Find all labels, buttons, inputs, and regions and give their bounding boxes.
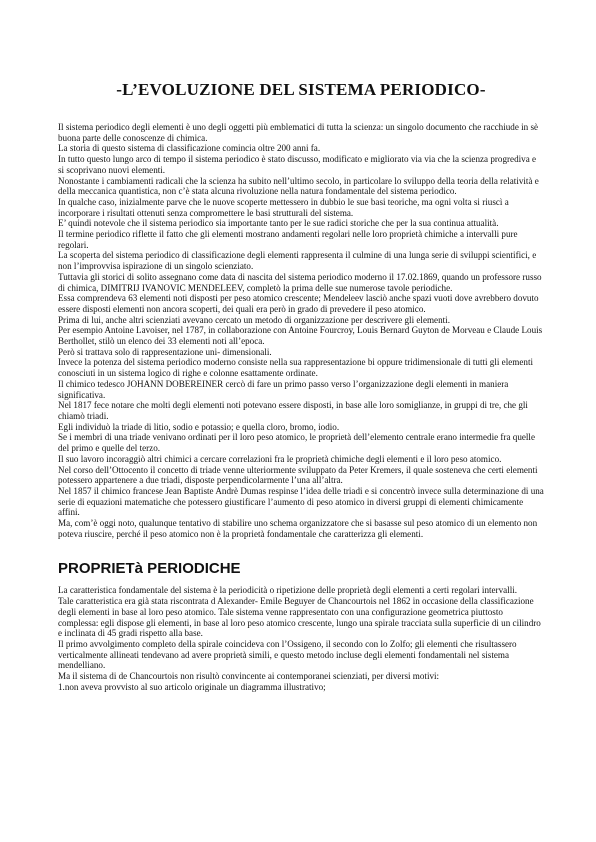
paragraph: Nel corso dell’Ottocento il concetto di triade venne ulteriormente sviluppato da Peter Kremers, il quale sosteneva che certi elementi potessero appartenere a due triadi, disposte perpendicolarmente l’una all’altra. — [58, 464, 538, 486]
document-title: -L’EVOLUZIONE DEL SISTEMA PERIODICO- — [116, 80, 486, 99]
paragraph: Ma il sistema di de Chancourtois non risultò convincente ai contemporanei scienziati, per diversi motivi: — [58, 671, 440, 682]
paragraph: Invece la potenza del sistema periodico moderno consiste nella sua rappresentazione bi oppure tridimensionale di tutti gli elementi conosciuti in un sistema logico di righe e colonne esattamente ordinate. — [58, 357, 533, 379]
paragraph: Per esempio Antoine Lavoiser, nel 1787, in collaborazione con Antoine Fourcroy, Louis Bernard Guyton de Morveau e Claude Louis Berthollet, stilò un elenco dei 33 elementi noti all’epoca. — [58, 325, 543, 347]
section-heading: PROPRIETà PERIODICHE — [58, 560, 241, 578]
paragraph: Se i membri di una triade venivano ordinati per il loro peso atomico, le proprietà dell’elemento centrale erano intermedie fra quelle del primo e quelle del terzo. — [58, 432, 535, 454]
paragraph: Il primo avvolgimento completo della spirale coincideva con l’Ossigeno, il secondo con lo Zolfo; gli elementi che risultassero verticalmente allineati tendevano ad avere proprietà simili, e questo metodo incluse degli elementi fondamentali nel sistema mendelliano. — [58, 638, 517, 671]
paragraph: Prima di lui, anche altri scienziati avevano cercato un metodo di organizzazione per descrivere gli elementi. — [58, 314, 450, 325]
paragraph: Il sistema periodico degli elementi è uno degli oggetti più emblematici di tutta la scienza: un singolo documento che racchiude in sè buona parte delle conoscenze di chimica. — [58, 122, 539, 143]
paragraph: E’ quindi notevole che il sistema periodico sia importante tanto per le sue radici storiche che per la sua continua attualità. — [58, 218, 499, 229]
paragraph: Egli individuò la triade di litio, sodio e potassio; e quella cloro, bromo, iodio. — [58, 421, 340, 432]
intro-text — [58, 122, 544, 539]
paragraph: Nonostante i cambiamenti radicali che la scienza ha subito nell’ultimo secolo, in particolare lo sviluppo della teoria della relatività e della meccanica quantistica, non c’è stata alcuna rivoluzione nella natura fondamentale del sistema periodico. — [58, 175, 539, 197]
section-text — [58, 585, 544, 692]
list-item: 1.non aveva provvisto al suo articolo originale un diagramma illustrativo; — [58, 681, 326, 692]
paragraph: Il chimico tedesco JOHANN DOBEREINER cercò di fare un primo passo verso l’organizzazione degli elementi in maniera significativa. — [58, 378, 509, 400]
paragraph: La caratteristica fondamentale del sistema è la periodicità o ripetizione delle proprietà degli elementi a certi regolari intervalli. — [58, 585, 518, 596]
paragraph: Tuttavia gli storici di solito assegnano come data di nascita del sistema periodico moderno il 17.02.1869, quando un professore russo di chimica, DIMITRIJ IVANOVIC MENDELEEV, completò la prima delle sue numerose tavole periodiche. — [58, 271, 542, 293]
paragraph: Tale caratteristica era già stata riscontrata d Alexander- Emile Beguyer de Chancourtois nel 1862 in occasione della classificazione degli elementi in base al loro peso atomico. Tale sistema venne rappresentato con una configurazione geometrica piuttosto complessa: egli dispose gli elementi, in base al loro peso atomico crescente, lungo una spirale tracciata sulla superficie di un cilindro e inclinata di 45 gradi rispetto alla base. — [58, 596, 541, 639]
paragraph: In qualche caso, inizialmente parve che le nuove scoperte mettessero in dubbio le sue basi teoriche, ma ogni volta si riuscì a incorporare i risultati ottenuti senza compromettere le basi strutturali del sistema. — [58, 196, 509, 218]
paragraph: La storia di questo sistema di classificazione comincia oltre 200 anni fa. — [58, 143, 321, 154]
paragraph: Il termine periodico riflette il fatto che gli elementi mostrano andamenti regolari nelle loro proprietà chimiche a intervalli pure regolari. — [58, 229, 518, 250]
paragraph: La scoperta del sistema periodico di classificazione degli elementi rappresenta il culmine di una lunga serie di sviluppi scientifici, e non l’improvvisa ispirazione di un singolo scienziato. — [58, 250, 537, 272]
paragraph: Nel 1817 fece notare che molti degli elementi noti potevano essere disposti, in base alle loro somiglianze, in gruppi di tre, che gli chiamò triadi. — [58, 400, 528, 421]
paragraph: In tutto questo lungo arco di tempo il sistema periodico è stato discusso, modificato e migliorato via via che la scienza progrediva e si scoprivano nuovi elementi. — [58, 154, 537, 175]
paragraph: Il suo lavoro incoraggiò altri chimici a cercare correlazioni fra le proprietà chimiche degli elementi e il loro peso atomico. — [58, 453, 502, 464]
paragraph: Però si trattava solo di rappresentazione uni- dimensionali. — [58, 346, 272, 357]
paragraph: Ma, com’è oggi noto, qualunque tentativo di stabilire uno schema organizzatore che si basasse sul peso atomico di un elemento non poteva riuscire, perché il peso atomico non è la proprietà fondamentale che caratterizza gli elementi. — [58, 518, 538, 539]
paragraph: Nel 1857 il chimico francese Jean Baptiste Andrè Dumas respinse l’idea delle triadi e si concentrò invece sulla determinazione di una serie di equazioni matematiche che potessero giustificare l’aumento di peso atomico in diversi gruppi di elementi chimicamente affini. — [58, 485, 544, 518]
paragraph: Essa comprendeva 63 elementi noti disposti per peso atomico crescente; Mendeleev lasciò anche spazi vuoti dove avrebbero dovuto essere disposti elementi non ancora scoperti, dei quali era però in grado di prevedere il peso atomico. — [58, 293, 539, 314]
